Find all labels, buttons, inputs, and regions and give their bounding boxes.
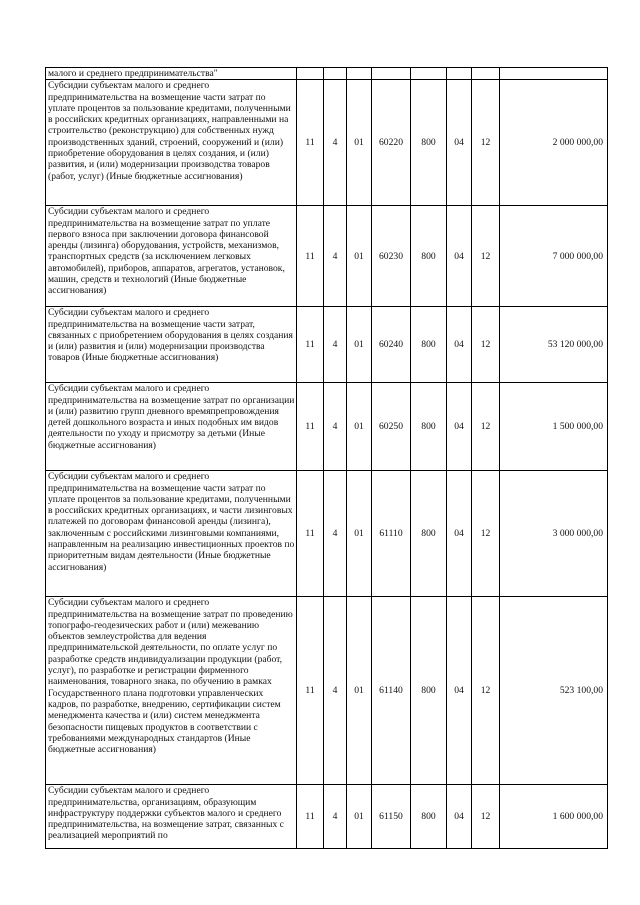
program-cell: 01	[347, 80, 372, 206]
expense-type-cell	[411, 68, 447, 80]
table-row	[46, 68, 608, 80]
section-cell: 11	[297, 383, 324, 471]
expense-type-cell: 800	[411, 597, 447, 785]
subsection-code-cell: 12	[472, 597, 500, 785]
amount-cell	[500, 68, 608, 80]
row-description: малого и среднего предпринимательства"	[46, 68, 297, 80]
table-row	[46, 785, 608, 849]
program-cell: 01	[347, 206, 372, 307]
row-description: Субсидии субъектам малого и среднего предпринимательства, организациям, образующим инфраструктуру поддержки субъектов малого и среднего предпринимательства, на возмещение затрат, связанных с реализацией мероприятий по	[46, 785, 297, 849]
table-row	[46, 471, 608, 597]
subsection-cell	[324, 68, 347, 80]
section-cell	[297, 68, 324, 80]
article-cell: 61150	[372, 785, 411, 849]
amount-cell: 523 100,00	[500, 597, 608, 785]
section-code-cell: 04	[447, 307, 472, 383]
subsection-code-cell: 12	[472, 383, 500, 471]
program-cell	[347, 68, 372, 80]
section-code-cell	[447, 68, 472, 80]
article-cell: 60240	[372, 307, 411, 383]
section-cell: 11	[297, 597, 324, 785]
expense-type-cell: 800	[411, 206, 447, 307]
section-code-cell: 04	[447, 785, 472, 849]
article-cell: 61110	[372, 471, 411, 597]
table-row	[46, 307, 608, 383]
section-cell: 11	[297, 471, 324, 597]
subsection-cell: 4	[324, 206, 347, 307]
article-cell	[372, 68, 411, 80]
subsection-code-cell: 12	[472, 785, 500, 849]
article-cell: 60220	[372, 80, 411, 206]
expense-type-cell: 800	[411, 785, 447, 849]
subsection-code-cell	[472, 68, 500, 80]
expense-type-cell: 800	[411, 80, 447, 206]
section-cell: 11	[297, 307, 324, 383]
amount-cell: 1 600 000,00	[500, 785, 608, 849]
program-cell: 01	[347, 307, 372, 383]
program-cell: 01	[347, 471, 372, 597]
article-cell: 60250	[372, 383, 411, 471]
amount-cell: 53 120 000,00	[500, 307, 608, 383]
subsection-cell: 4	[324, 307, 347, 383]
subsection-cell: 4	[324, 383, 347, 471]
subsection-cell: 4	[324, 785, 347, 849]
section-code-cell: 04	[447, 383, 472, 471]
expense-type-cell: 800	[411, 471, 447, 597]
amount-cell: 1 500 000,00	[500, 383, 608, 471]
row-description: Субсидии субъектам малого и среднего предпринимательства на возмещение части затрат, связанных с приобретением оборудования в целях создания и (или) развития и (или) модернизации производства товаров (Иные бюджетные ассигнования)	[46, 307, 297, 383]
amount-cell: 2 000 000,00	[500, 80, 608, 206]
article-cell: 60230	[372, 206, 411, 307]
subsection-cell: 4	[324, 471, 347, 597]
row-description: Субсидии субъектам малого и среднего предпринимательства на возмещение затрат по уплате первого взноса при заключении договора финансовой аренды (лизинга) оборудования, устройств, механизмов, транспортных средств (за исключением легковых автомобилей), приборов, аппаратов, агрегатов, установок, машин, средств и технологий (Иные бюджетные ассигнования)	[46, 206, 297, 307]
subsection-code-cell: 12	[472, 471, 500, 597]
section-cell: 11	[297, 206, 324, 307]
subsection-cell: 4	[324, 597, 347, 785]
row-description: Субсидии субъектам малого и среднего предпринимательства на возмещение части затрат по уплате процентов за пользование кредитами, полученными в российских кредитных организациях, направленными на строительство (реконструкцию) для собственных нужд производственных зданий, строений, сооружений и (или) приобретение оборудования в целях создания, и (или) развития, и (или) модернизации производства товаров (работ, услуг) (Иные бюджетные ассигнования)	[46, 80, 297, 206]
table-row	[46, 383, 608, 471]
table-row	[46, 206, 608, 307]
subsection-code-cell: 12	[472, 206, 500, 307]
expense-type-cell: 800	[411, 383, 447, 471]
section-cell: 11	[297, 785, 324, 849]
row-description: Субсидии субъектам малого и среднего предпринимательства на возмещение затрат по организации и (или) развитию групп дневного времяпрепровождения детей дошкольного возраста и иных подобных им видов деятельности по уходу и присмотру за детьми (Иные бюджетные ассигнования)	[46, 383, 297, 471]
table-row	[46, 597, 608, 785]
table-row	[46, 80, 608, 206]
subsection-cell: 4	[324, 80, 347, 206]
section-code-cell: 04	[447, 597, 472, 785]
section-code-cell: 04	[447, 206, 472, 307]
subsection-code-cell: 12	[472, 80, 500, 206]
program-cell: 01	[347, 597, 372, 785]
row-description: Субсидии субъектам малого и среднего предпринимательства на возмещение затрат по проведению топографо-геодезических работ и (или) межеванию объектов землеустройства для ведения предпринимательской деятельности, по оплате услуг по разработке средств индивидуализации продукции (работ, услуг), по разработке и регистрации фирменного наименования, товарного знака, по обучению в рамках Государственного плана подготовки управленческих кадров, по разработке, внедрению, сертификации систем менеджмента качества и (или) систем менеджмента безопасности пищевых продуктов в соответствии с требованиями международных стандартов (Иные бюджетные ассигнования)	[46, 597, 297, 785]
section-code-cell: 04	[447, 471, 472, 597]
amount-cell: 3 000 000,00	[500, 471, 608, 597]
program-cell: 01	[347, 383, 372, 471]
row-description: Субсидии субъектам малого и среднего предпринимательства на возмещение части затрат по уплате процентов за пользование кредитами, полученными в российских кредитных организациях, и части лизинговых платежей по договорам финансовой аренды (лизинга), заключенным с российскими лизинговыми компаниями, направленным на реализацию инвестиционных проектов по приоритетным видам деятельности (Иные бюджетные ассигнования)	[46, 471, 297, 597]
program-cell: 01	[347, 785, 372, 849]
budget-table	[45, 67, 608, 849]
section-code-cell: 04	[447, 80, 472, 206]
expense-type-cell: 800	[411, 307, 447, 383]
subsection-code-cell: 12	[472, 307, 500, 383]
amount-cell: 7 000 000,00	[500, 206, 608, 307]
article-cell: 61140	[372, 597, 411, 785]
section-cell: 11	[297, 80, 324, 206]
